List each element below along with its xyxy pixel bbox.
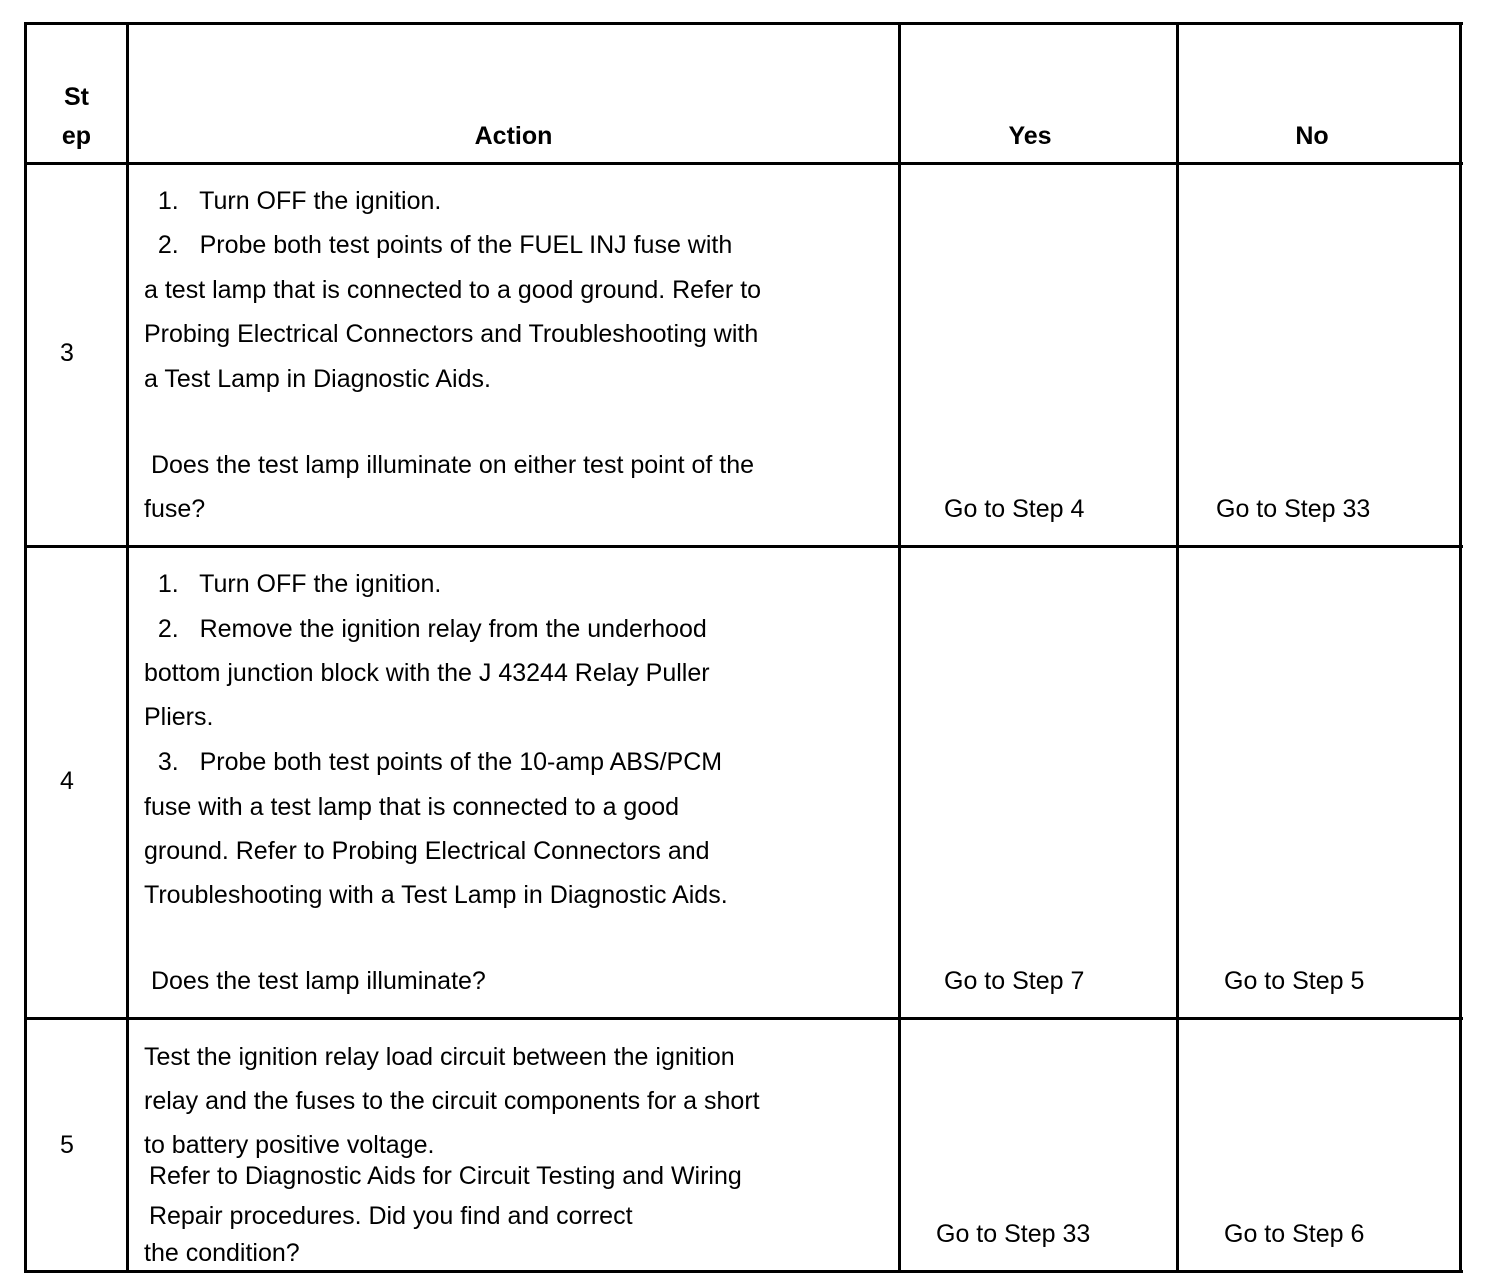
action-line: 2. Probe both test points of the FUEL INJ fuse with	[144, 231, 733, 259]
action-line: Refer to Diagnostic Aids for Circuit Testing and Wiring	[142, 1162, 742, 1190]
action-line: 2. Remove the ignition relay from the underhood	[144, 615, 707, 643]
header-yes: Yes	[1008, 122, 1052, 150]
header-action: Action	[474, 122, 553, 150]
rule-step-action	[126, 22, 129, 1273]
row-3-no: Go to Step 33	[1216, 495, 1371, 523]
row-5-step: 5	[60, 1131, 74, 1159]
action-line: 1. Turn OFF the ignition.	[144, 570, 442, 598]
header-step: St ep	[61, 83, 92, 150]
row-4-no: Go to Step 5	[1224, 967, 1365, 995]
rule-action-yes	[898, 22, 901, 1273]
rule-row3-bottom	[24, 545, 1463, 548]
action-line: Test the ignition relay load circuit between the ignition	[144, 1043, 735, 1071]
rule-row4-bottom	[24, 1017, 1463, 1020]
action-line: Probing Electrical Connectors and Troubleshooting with	[144, 320, 759, 348]
action-line: Repair procedures. Did you find and correct	[142, 1202, 633, 1230]
row-3-yes: Go to Step 4	[944, 495, 1085, 523]
action-line: 3. Probe both test points of the 10-amp ABS/PCM	[144, 748, 723, 776]
action-line: the condition?	[144, 1239, 300, 1267]
row-4-yes: Go to Step 7	[944, 967, 1085, 995]
action-line: to battery positive voltage.	[144, 1131, 435, 1159]
rule-header-bottom	[24, 162, 1463, 165]
action-line: ground. Refer to Probing Electrical Connectors and	[144, 837, 710, 865]
action-line: a test lamp that is connected to a good ground. Refer to	[144, 276, 762, 304]
rule-top	[24, 22, 1463, 25]
action-question: Does the test lamp illuminate on either test point of the	[144, 451, 755, 479]
action-line: relay and the fuses to the circuit components for a short	[144, 1087, 760, 1115]
action-line: 1. Turn OFF the ignition.	[144, 187, 442, 215]
action-line: Pliers.	[144, 703, 214, 731]
action-line: a Test Lamp in Diagnostic Aids.	[144, 365, 491, 393]
rule-right	[1459, 22, 1462, 1273]
action-line: Troubleshooting with a Test Lamp in Diagnostic Aids.	[144, 881, 728, 909]
action-question: Does the test lamp illuminate?	[144, 967, 486, 995]
action-line: fuse with a test lamp that is connected to a good	[144, 793, 680, 821]
rule-yes-no	[1176, 22, 1179, 1273]
row-5-no: Go to Step 6	[1224, 1220, 1365, 1248]
row-5-yes: Go to Step 33	[936, 1220, 1091, 1248]
row-3-step: 3	[60, 339, 74, 367]
action-line: bottom junction block with the J 43244 Relay Puller	[144, 659, 710, 687]
action-line: fuse?	[144, 495, 206, 523]
header-no: No	[1295, 122, 1329, 150]
rule-left	[24, 22, 27, 1273]
row-4-step: 4	[60, 767, 74, 795]
